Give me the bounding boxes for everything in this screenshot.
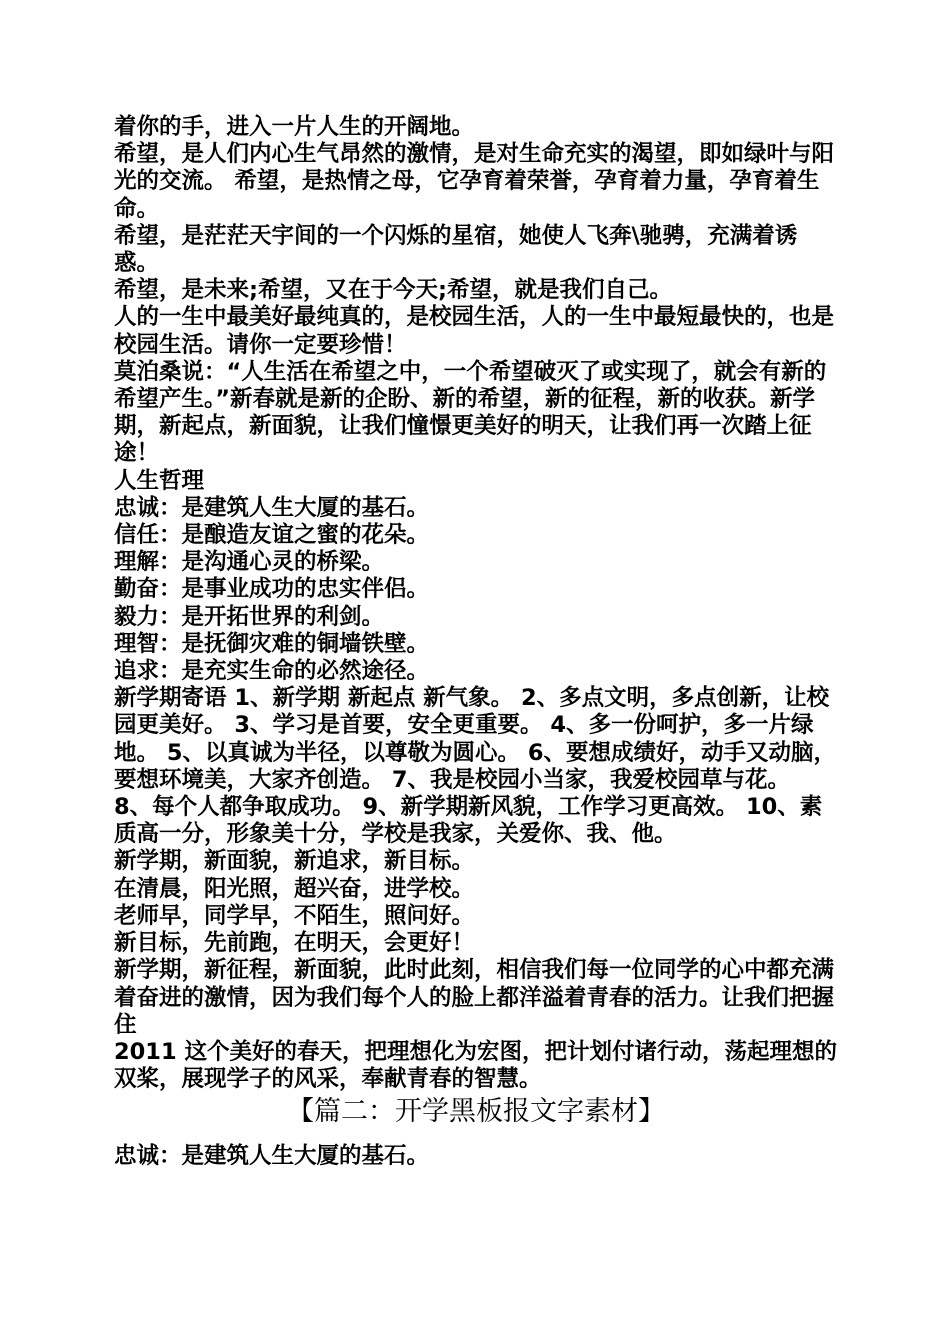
paragraph-19: 老师早，同学早，不陌生，照问好。 bbox=[114, 902, 475, 929]
paragraph-4: 希望，是未来;希望，又在于今天;希望，就是我们自己。 bbox=[114, 277, 672, 304]
paragraph-3: 希望，是茫茫天宇间的一个闪烁的星宿，她使人飞奔\驰骋，充满着诱惑。 bbox=[114, 222, 798, 277]
paragraph-7: 人生哲理 bbox=[114, 467, 205, 494]
paragraph-17: 新学期，新面貌，新追求，新目标。 bbox=[114, 848, 475, 875]
paragraph-5: 人的一生中最美好最纯真的，是校园生活，人的一生中最短最快的，也是校园生活。请你一定要珍惜！ bbox=[114, 304, 835, 358]
paragraph-9: 信任：是酿造友谊之蜜的花朵。 bbox=[114, 522, 430, 549]
section-heading: 【篇二：开学黑板报文字素材】 bbox=[287, 1096, 665, 1128]
paragraph-13: 理智：是抚御灾难的铜墙铁壁。 bbox=[114, 630, 430, 657]
paragraph-10: 理解：是沟通心灵的桥梁。 bbox=[114, 549, 385, 576]
paragraph-18: 在清晨，阳光照，超兴奋，进学校。 bbox=[114, 875, 475, 902]
paragraph-20: 新目标，先前跑，在明天，会更好！ bbox=[114, 930, 475, 957]
paragraph-12: 毅力：是开拓世界的利剑。 bbox=[114, 603, 385, 630]
paragraph-1: 着你的手，进入一片人生的开阔地。 bbox=[114, 114, 475, 140]
paragraph-after-heading: 忠诚：是建筑人生大厦的基石。 bbox=[114, 1143, 430, 1170]
paragraph-21: 新学期，新征程，新面貌，此时此刻，相信我们每一位同学的心中都充满着奋进的激情，因为我们每个人的脸上都洋溢着青春的活力。让我们把握住 bbox=[114, 957, 835, 1038]
paragraph-8: 忠诚：是建筑人生大厦的基石。 bbox=[114, 494, 430, 521]
paragraph-11: 勤奋：是事业成功的忠实伴侣。 bbox=[114, 576, 430, 603]
paragraph-15: 新学期寄语 1、新学期 新起点 新气象。 2、多点文明，多点创新，让校园更美好。 3、学习是首要，安全更重要。 4、多一份呵护，多一片绿地。 5、以真诚为半径，以尊敬为圆心。 6、要想成绩好，动手又动脑，要想环境美，大家齐创造。 7、我是校园小当家，我爱校园草与花。 bbox=[114, 685, 836, 793]
paragraph-2: 希望，是人们内心生气昂然的激情，是对生命充实的渴望，即如绿叶与阳光的交流。 希望，是热情之母，它孕育着荣誉，孕育着力量，孕育着生命。 bbox=[114, 141, 835, 222]
paragraph-6: 莫泊桑说：“人生活在希望之中，一个希望破灭了或实现了，就会有新的希望产生。”新春就是新的企盼、新的希望，新的征程，新的收获。新学期，新起点，新面貌，让我们憧憬更美好的明天，让我们再一次踏上征途！ bbox=[114, 358, 827, 467]
paragraph-16: 8、每个人都争取成功。 9、新学期新风貌，工作学习更高效。 10、素质高一分，形象美十分，学校是我家，关爱你、我、他。 bbox=[114, 794, 823, 848]
paragraph-14: 追求：是充实生命的必然途径。 bbox=[114, 658, 430, 685]
paragraph-22: 2011 这个美好的春天，把理想化为宏图，把计划付诸行动，荡起理想的双桨，展现学子的风采，奉献青春的智慧。 bbox=[114, 1038, 837, 1093]
document-page bbox=[114, 114, 838, 1171]
